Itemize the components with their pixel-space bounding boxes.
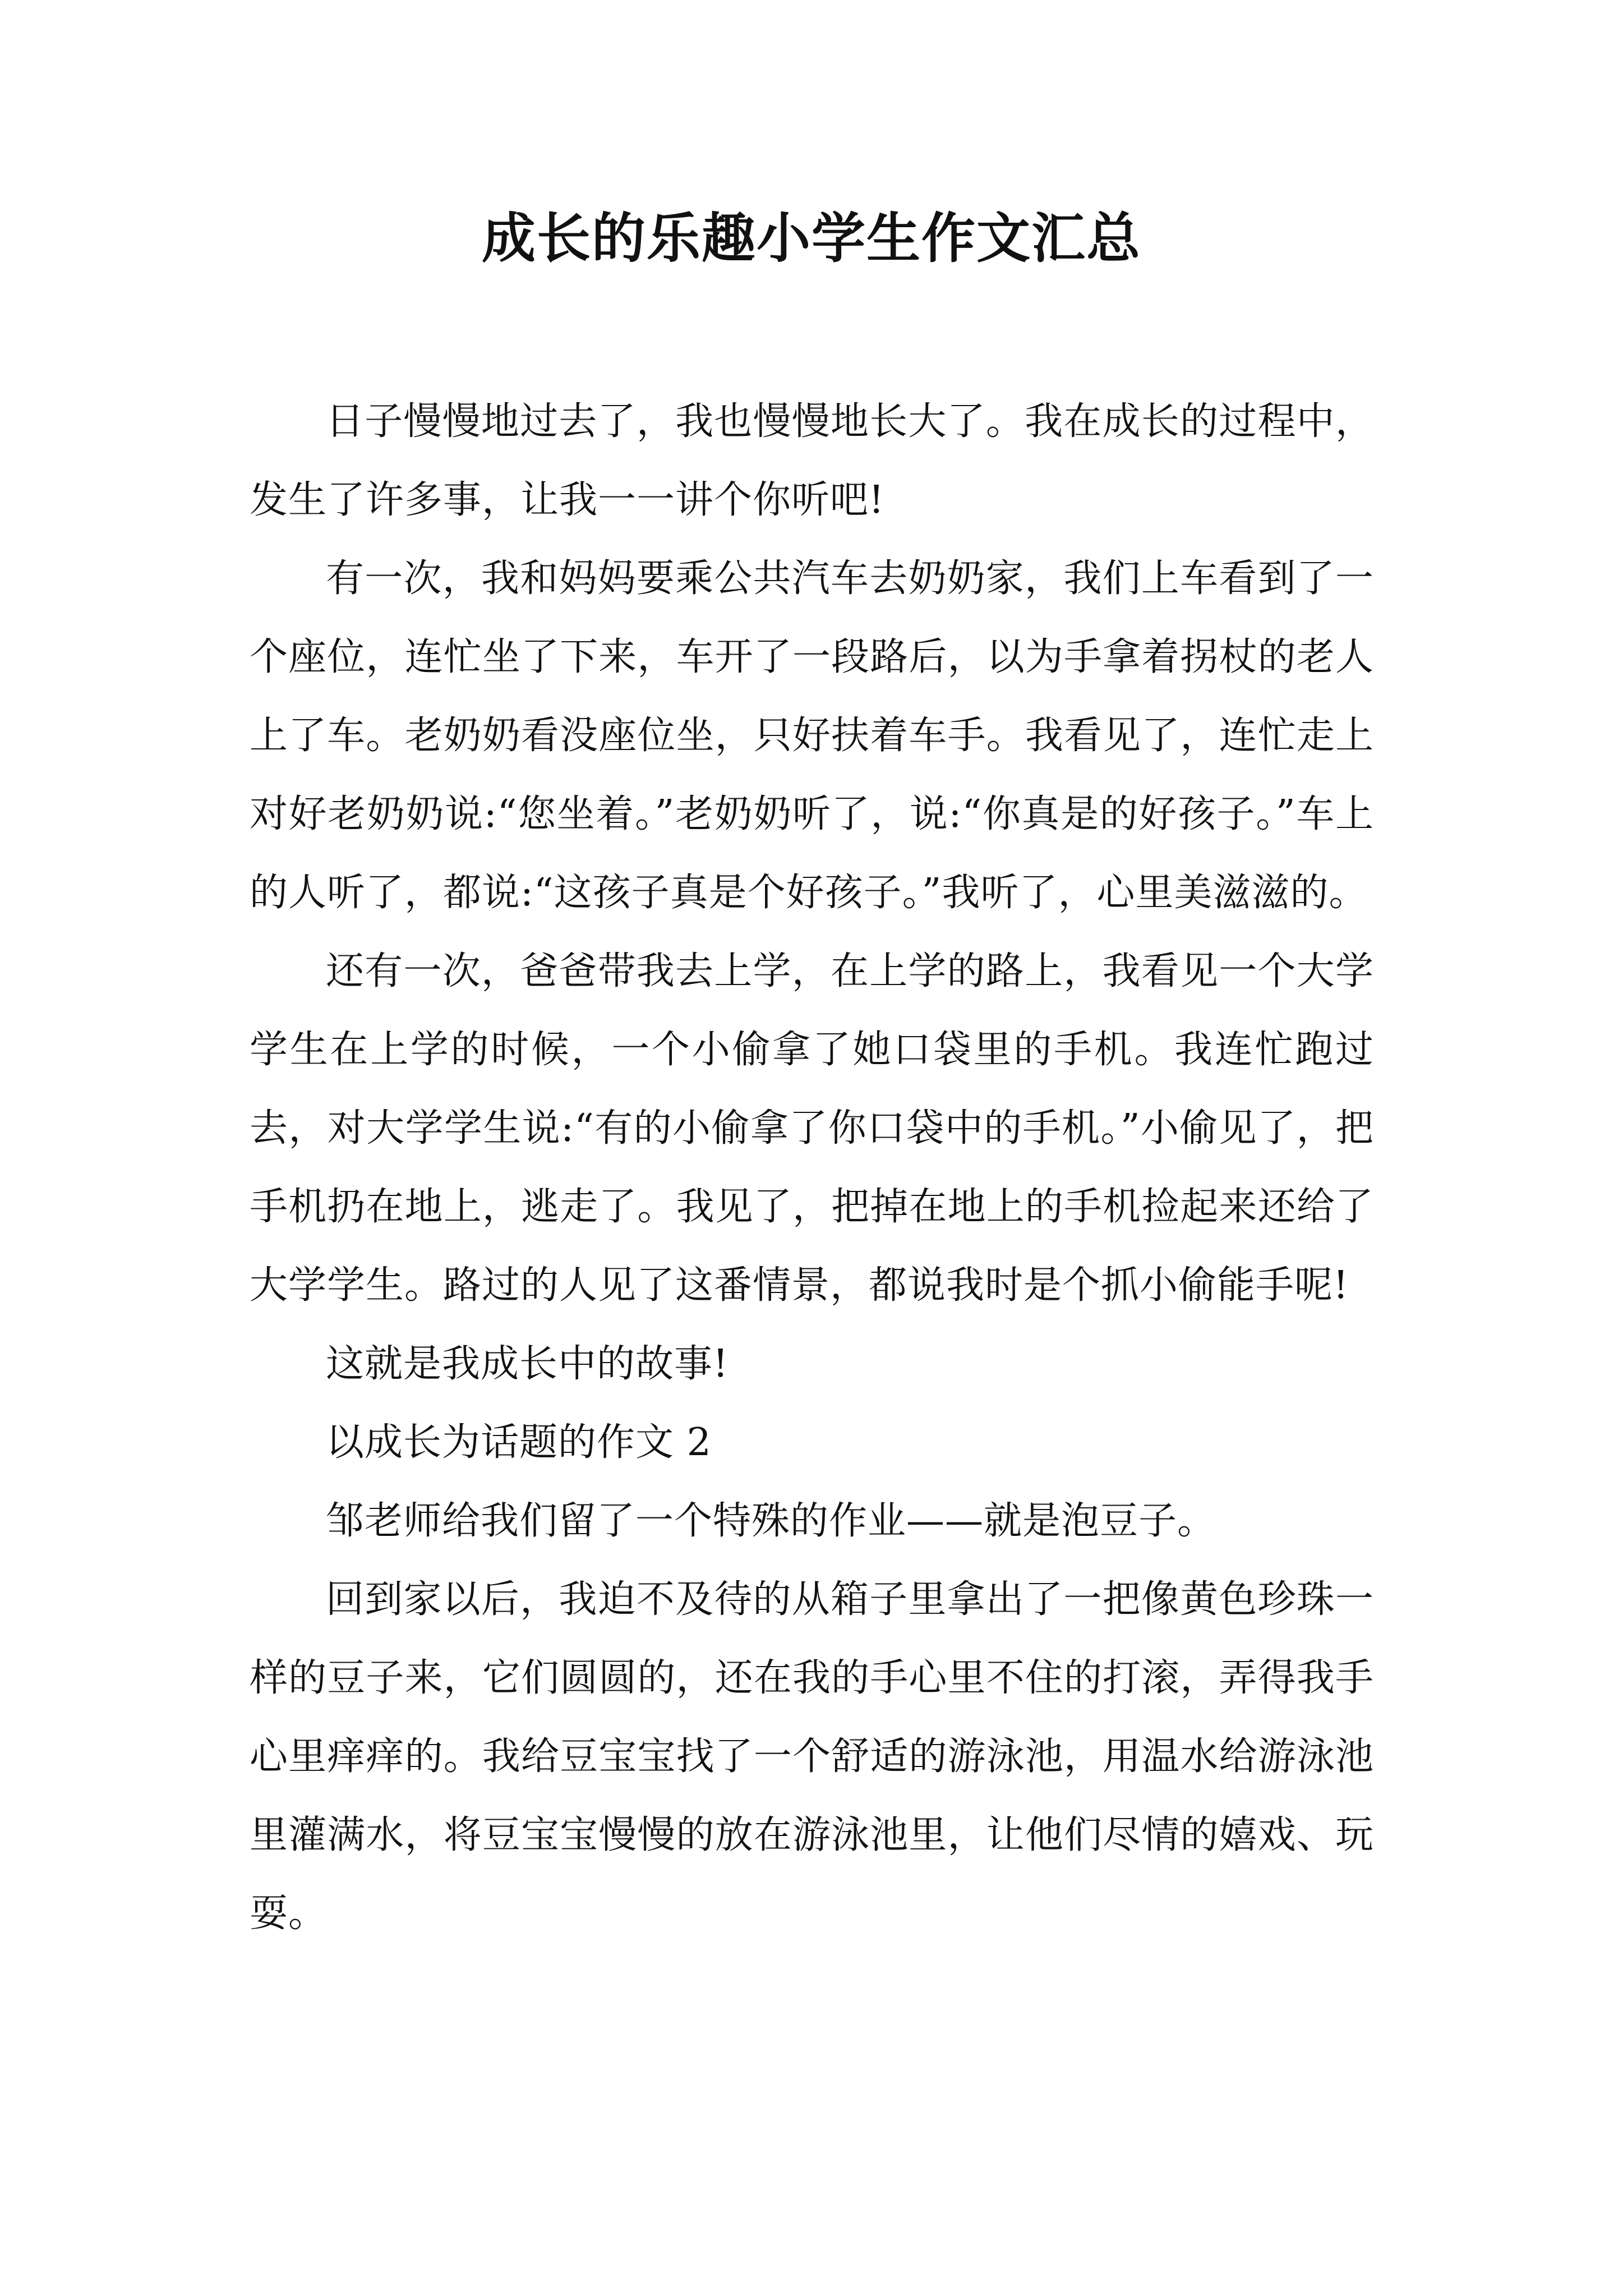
paragraph: 有一次，我和妈妈要乘公共汽车去奶奶家，我们上车看到了一个座位，连忙坐了下来，车开了一段路后，以为手拿着拐杖的老人上了车。老奶奶看没座位坐，只好扶着车手。我看见了，连忙走上对好老奶奶说:“您坐着。”老奶奶听了，说:“你真是的好孩子。”车上的人听了，都说:“这孩子真是个好孩子。”我听了，心里美滋滋的。 [250, 556, 1374, 915]
paragraph: 邹老师给我们留了一个特殊的作业——就是泡豆子。 [326, 1499, 1216, 1543]
paragraph: 这就是我成长中的故事! [326, 1342, 729, 1386]
paragraph: 日子慢慢地过去了，我也慢慢地长大了。我在成长的过程中，发生了许多事，让我一一讲个你听吧! [250, 399, 1374, 522]
paragraph: 还有一次，爸爸带我去上学，在上学的路上，我看见一个大学学生在上学的时候，一个小偷拿了她口袋里的手机。我连忙跑过去，对大学学生说:“有的小偷拿了你口袋中的手机。”小偷见了，把手机扔在地上，逃走了。我见了，把掉在地上的手机捡起来还给了大学学生。路过的人见了这番情景，都说我时是个抓小偷能手呢! [250, 949, 1374, 1308]
document-body [250, 383, 1374, 1953]
paragraph: 回到家以后，我迫不及待的从箱子里拿出了一把像黄色珍珠一样的豆子来，它们圆圆的，还在我的手心里不住的打滚，弄得我手心里痒痒的。我给豆宝宝找了一个舒适的游泳池，用温水给游泳池里灌满水，将豆宝宝慢慢的放在游泳池里，让他们尽情的嬉戏、玩耍。 [250, 1577, 1374, 1936]
document-title: 成长的乐趣小学生作文汇总 [482, 207, 1141, 270]
section-heading: 以成长为话题的作文 2 [326, 1420, 712, 1465]
